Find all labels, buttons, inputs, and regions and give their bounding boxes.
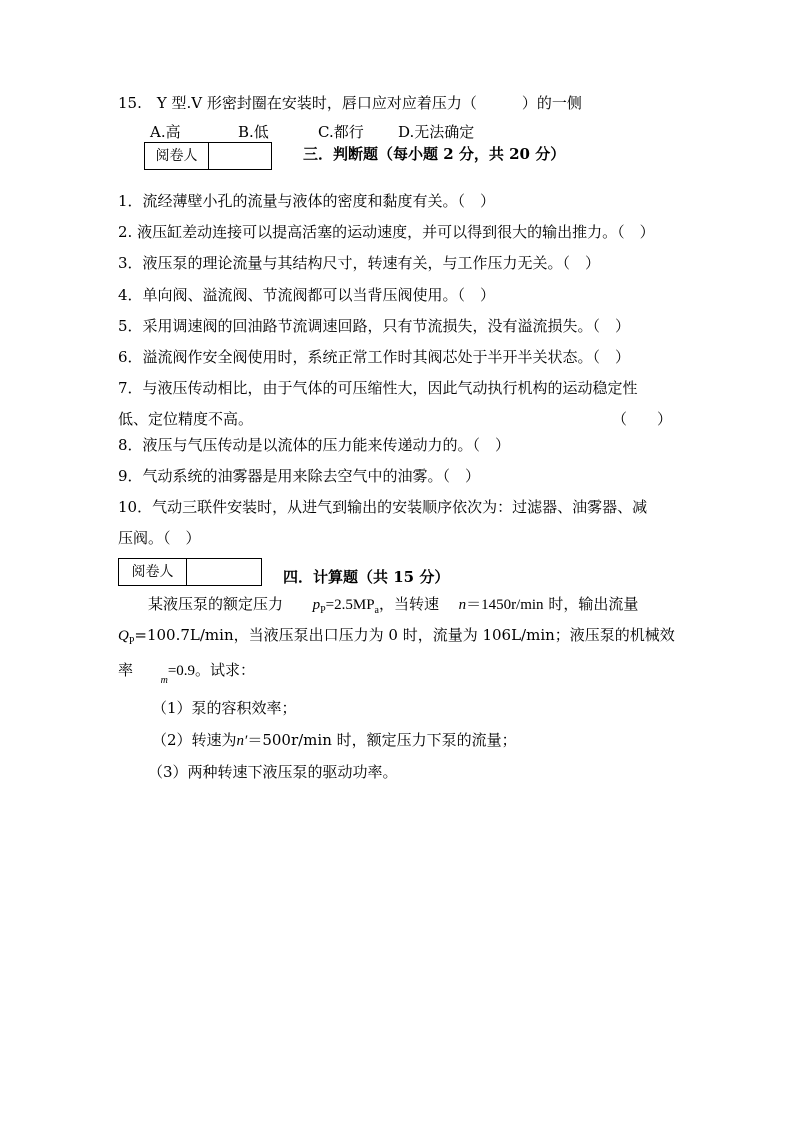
q15-option-b: B.低 <box>238 123 269 141</box>
calc-line2 <box>118 624 675 645</box>
tf-item-7-line2: 低、定位精度不高。 <box>118 410 254 428</box>
tf-item-4: 4．单向阀、溢流阀、节流阀都可以当背压阀使用。（ ） <box>118 286 496 304</box>
speed-value: ＝1450r/min <box>466 597 544 613</box>
q15-option-d: D.无法确定 <box>398 123 475 141</box>
grader-label: 阅卷人 <box>119 559 187 585</box>
requirement-2 <box>152 729 517 750</box>
q15-stem: 15. Y 型.V 形密封圈在安装时，唇口应对应着压力（ ）的一侧 <box>118 94 582 112</box>
calc-text: ，当转速 <box>378 595 439 613</box>
grader-box-section4 <box>118 558 262 586</box>
efficiency-value: =0.9。试求： <box>167 663 256 679</box>
tf-item-10-line1: 10．气动三联件安装时，从进气到输出的安装顺序依次为：过滤器、油雾器、减 <box>118 498 648 516</box>
pressure-subscript: P <box>320 605 326 616</box>
tf-item-3: 3．液压泵的理论流量与其结构尺寸，转速有关，与工作压力无关。（ ） <box>118 254 601 272</box>
pressure-unit-subscript: a <box>374 605 379 616</box>
speed-symbol-prime: n′ <box>236 733 248 749</box>
tf-item-7-answer-blank: （ ） <box>612 410 673 428</box>
q15-option-a: A.高 <box>150 123 181 141</box>
speed-symbol: n <box>458 597 467 613</box>
calc-text: 某液压泵的额定压力 <box>148 595 284 613</box>
calc-text: （2）转速为 <box>152 731 237 749</box>
calc-text: 时，输出流量 <box>548 595 639 613</box>
tf-item-5: 5．采用调速阀的回油路节流调速回路，只有节流损失，没有溢流损失。（ ） <box>118 317 631 335</box>
calc-text: 率 <box>118 661 134 679</box>
calc-text: =100.7L/min，当液压泵出口压力为 0 时，流量为 106L/min；液压泵的机械效 <box>134 626 675 644</box>
pressure-symbol: p <box>312 597 321 613</box>
grader-label: 阅卷人 <box>145 143 209 169</box>
efficiency-subscript: m <box>160 675 168 686</box>
tf-item-2: 2. 液压缸差动连接可以提高活塞的运动速度，并可以得到很大的输出推力。（ ） <box>118 223 655 241</box>
requirement-3: （3）两种转速下液压泵的驱动功率。 <box>148 763 398 781</box>
grader-score-cell[interactable] <box>187 559 261 585</box>
section3-title: 三．判断题（每小题 2 分，共 20 分） <box>303 145 566 163</box>
flow-subscript: P <box>128 636 135 647</box>
flow-symbol: Q <box>118 628 129 644</box>
grader-score-cell[interactable] <box>209 143 271 169</box>
grader-box-section3 <box>144 142 272 170</box>
section4-title: 四．计算题（共 15 分） <box>283 568 450 586</box>
tf-item-8: 8．液压与气压传动是以流体的压力能来传递动力的。（ ） <box>118 436 511 454</box>
calc-line3 <box>118 659 256 686</box>
tf-item-7-line1: 7．与液压传动相比，由于气体的可压缩性大，因此气动执行机构的运动稳定性 <box>118 379 638 397</box>
calc-line1 <box>148 593 638 614</box>
tf-item-10-line2: 压阀。（ ） <box>118 529 201 547</box>
tf-item-6: 6．溢流阀作安全阀使用时，系统正常工作时其阀芯处于半开半关状态。（ ） <box>118 348 631 366</box>
q15-option-c: C.都行 <box>318 123 364 141</box>
calc-text: ＝500r/min 时，额定压力下泵的流量； <box>247 731 517 749</box>
requirement-1: （1）泵的容积效率； <box>152 699 297 717</box>
pressure-value: =2.5MP <box>325 597 375 613</box>
tf-item-9: 9．气动系统的油雾器是用来除去空气中的油雾。（ ） <box>118 467 481 485</box>
tf-item-1: 1．流经薄壁小孔的流量与液体的密度和黏度有关。（ ） <box>118 192 496 210</box>
